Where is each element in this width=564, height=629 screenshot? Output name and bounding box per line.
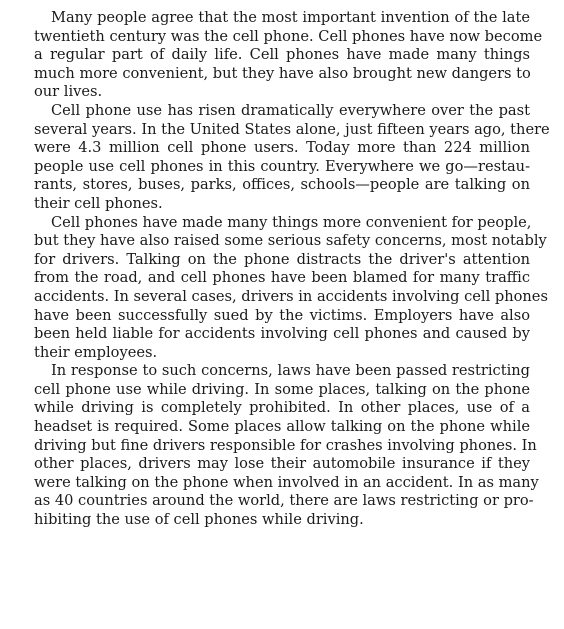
text-line: twentieth century was the cell phone. Cell phones have now become bbox=[34, 27, 543, 45]
text-line: were 4.3 million cell phone users. Today more than 224 million bbox=[34, 139, 530, 157]
text-line: Cell phone use has risen dramatically everywhere over the past bbox=[51, 101, 530, 119]
text-line: been held liable for accidents involving cell phones and caused by bbox=[34, 325, 530, 343]
paragraph-1 bbox=[34, 9, 543, 102]
text-line: were talking on the phone when involved in an accident. In as many bbox=[34, 473, 539, 491]
text-line: other places, drivers may lose their automobile insurance if they bbox=[34, 455, 530, 473]
text-line: In response to such concerns, laws have been passed restricting bbox=[51, 362, 530, 380]
text-line: but they have also raised some serious safety concerns, most notably bbox=[34, 232, 547, 250]
text-line: much more convenient, but they have also brought new dangers to bbox=[34, 64, 531, 82]
text-line: headset is required. Some places allow talking on the phone while bbox=[34, 418, 530, 436]
text-line: as 40 countries around the world, there are laws restricting or pro- bbox=[34, 492, 534, 510]
text-line: Cell phones have made many things more convenient for people, bbox=[51, 213, 532, 231]
text-line: driving but fine drivers responsible for crashes involving phones. In bbox=[34, 436, 537, 454]
text-line: accidents. In several cases, drivers in accidents involving cell phones bbox=[34, 287, 548, 305]
text-line: their cell phones. bbox=[34, 194, 163, 212]
text-line: rants, stores, buses, parks, offices, schools—people are talking on bbox=[34, 176, 530, 194]
text-line: hibiting the use of cell phones while driving. bbox=[34, 511, 364, 529]
paragraph-4 bbox=[34, 362, 539, 529]
article-body bbox=[34, 9, 550, 530]
text-line: our lives. bbox=[34, 83, 103, 101]
paragraph-3 bbox=[34, 213, 548, 363]
text-line: for drivers. Talking on the phone distracts the driver's attention bbox=[34, 250, 530, 268]
text-line: their employees. bbox=[34, 343, 158, 361]
text-line: people use cell phones in this country. Everywhere we go—restau- bbox=[34, 157, 530, 175]
paragraph-2 bbox=[34, 101, 550, 214]
text-line: cell phone use while driving. In some places, talking on the phone bbox=[34, 380, 530, 398]
text-line: a regular part of daily life. Cell phones have made many things bbox=[34, 46, 530, 64]
text-line: have been successfully sued by the victims. Employers have also bbox=[34, 306, 530, 324]
text-line: Many people agree that the most important invention of the late bbox=[51, 9, 530, 26]
text-line: several years. In the United States alone, just fifteen years ago, there bbox=[34, 120, 550, 138]
text-line: while driving is completely prohibited. In other places, use of a bbox=[34, 399, 530, 417]
text-line: from the road, and cell phones have been blamed for many traffic bbox=[34, 269, 530, 287]
